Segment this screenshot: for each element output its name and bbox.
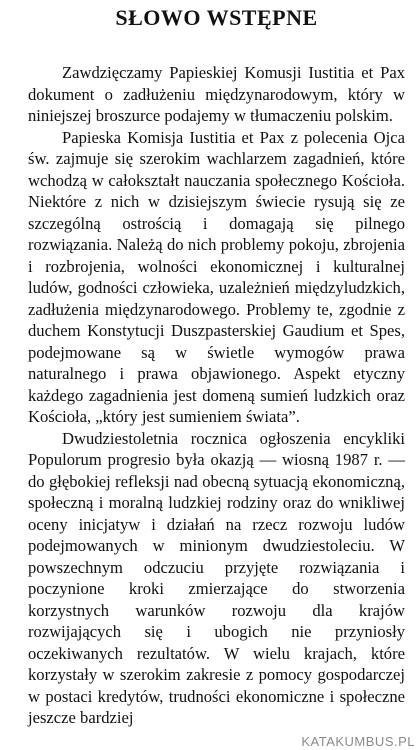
paragraph-anniversary: Dwudziestoletnia rocznica ogłoszenia encykliki Populorum progresio była okazją — wiosną 1987 r. — do głębokiej refleksji nad obecną sytuacją ekonomiczną, społeczną i moralną ludzkiej rodziny oraz do wnikliwej oceny inicjatyw i działań na rzecz rozwoju ludów podejmowanych w minionym dwudziestoleciu. W powszechnym odczuciu przyjęte rozwiązania i poczynione kroki zmierzające do stworzenia korzystnych warunków rozwoju dla krajów rozwijających się i ubogich nie przyniosły oczekiwanych rezultatów. W wielu krajach, które korzystały w szerokim zakresie z pomocy gospodarczej w postaci kredytów, trudności ekonomiczne i społeczne jeszcze bardziej [28, 428, 405, 727]
site-watermark: KATAKUMBUS.PL [301, 734, 415, 749]
paragraph-commission: Papieska Komisja Iustitia et Pax z polecenia Ojca św. zajmuje się szerokim wachlarzem zagadnień, które wchodzą w całokształt nauczania społecznego Kościoła. Niektóre z nich w dzisiejszym świecie rysują się ze szczególną ostrością i domagają się pilnego rozwiązania. Należą do nich problemy pokoju, zbrojenia i rozbrojenia, wolności ekonomicznej i kulturalnej ludów, godności człowieka, uzależnień międzyludzkich, zadłużenia międzynarodowego. Problemy te, zgodnie z duchem Konstytucji Duszpasterskiej Gaudium et Spes, podejmowane są w świetle wymogów prawa naturalnego i prawa objawionego. Aspekt etyczny każdego zagadnienia jest domeną sumień ludzkich oraz Kościoła, „który jest sumieniem świata”. [28, 127, 405, 426]
document-title: SŁOWO WSTĘPNE [115, 5, 318, 30]
paragraph-intro: Zawdzięczamy Papieskiej Komusji Iustitia et Pax dokument o zadłużeniu międzynarodowym, który w niniejszej broszurce podajemy w tłumaczeniu polskim. [28, 63, 405, 125]
